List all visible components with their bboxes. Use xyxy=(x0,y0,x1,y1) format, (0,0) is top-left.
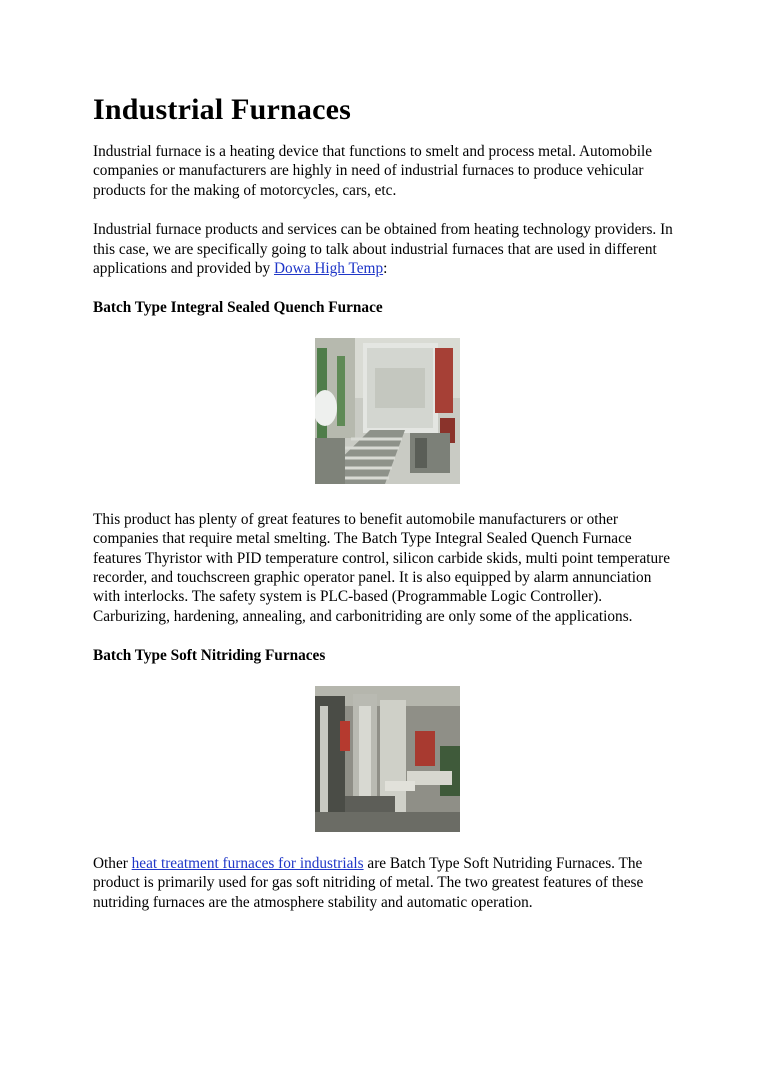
document-page xyxy=(93,92,678,932)
soft-nitriding-furnace-photo xyxy=(315,686,460,832)
sealed-quench-furnace-photo xyxy=(315,338,460,484)
section-2-body-start: Other xyxy=(93,854,132,872)
section-2-heading: Batch Type Soft Nitriding Furnaces xyxy=(93,647,326,665)
intro-paragraph-2-end: : xyxy=(383,260,388,278)
dowa-high-temp-link[interactable]: Dowa High Temp xyxy=(273,260,384,278)
intro-paragraph-2 xyxy=(93,220,678,278)
intro-paragraph-1: Industrial furnace is a heating device that functions to smelt and process metal. Automobile companies or manufacturers are highly in need of industrial furnaces to produce vehicular products for the making of motorcycles, cars, etc. xyxy=(93,143,653,199)
section-1-body: This product has plenty of great features to benefit automobile manufacturers or other companies that require metal smelting. The Batch Type Integral Sealed Quench Furnace features Thyristor with PID temperature control, silicon carbide skids, multi point temperature recorder, and touchscreen graphic operator panel. It is also equipped by alarm annunciation with interlocks. The safety system is PLC-based (Programmable Logic Controller). Carburizing, hardening, annealing, and carbonitriding are only some of the applications. xyxy=(93,510,671,625)
section-2-figure xyxy=(93,686,678,832)
page-title: Industrial Furnaces xyxy=(93,93,351,126)
section-1-figure xyxy=(93,338,678,484)
section-1-heading: Batch Type Integral Sealed Quench Furnace xyxy=(93,299,383,317)
intro-paragraph-2-text: Industrial furnace products and services can be obtained from heating technology providers. In this case, we are specifically going to talk about industrial furnaces that are used in different applications and provided by xyxy=(93,221,673,278)
heat-treatment-furnaces-link[interactable]: heat treatment furnaces for industrials xyxy=(131,854,364,872)
section-2-body-rest: are Batch Type Soft Nutriding Furnaces. The product is primarily used for gas soft nitriding of metal. The two greatest features of these nutriding furnaces are the atmosphere stability and automatic operation. xyxy=(93,854,644,911)
section-2-body xyxy=(93,854,678,912)
